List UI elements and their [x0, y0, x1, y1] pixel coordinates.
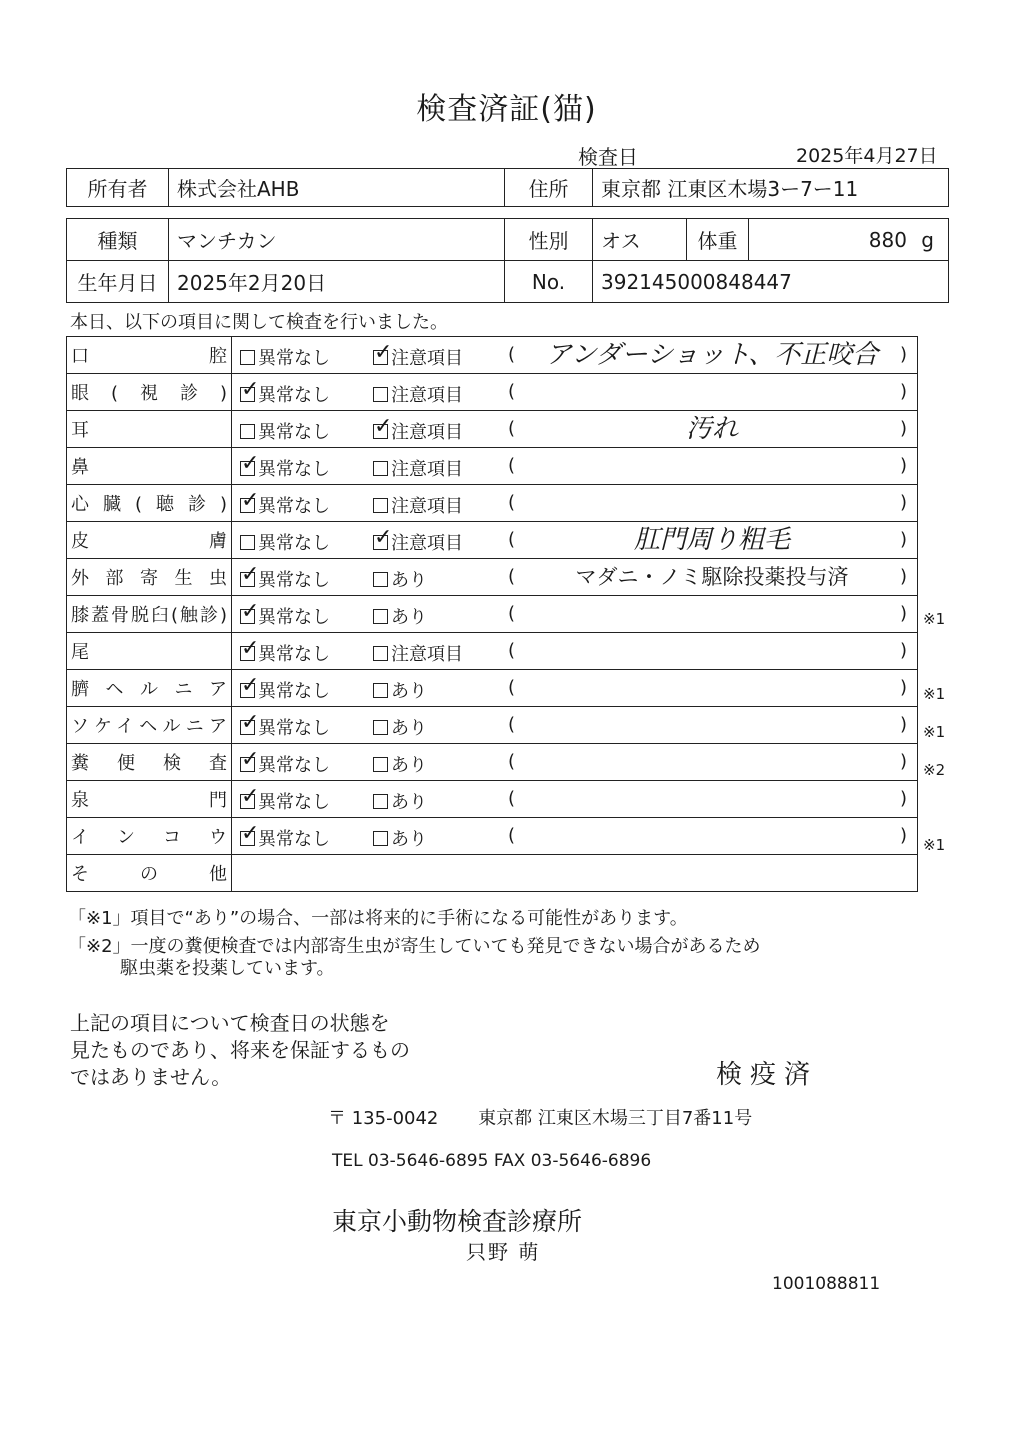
paren-close: ) [900, 714, 908, 735]
paren-close: ) [900, 640, 908, 661]
weight-unit: g [921, 227, 934, 252]
checkbox-icon[interactable] [373, 720, 388, 735]
option-label: 異常なし [258, 348, 330, 369]
postal-code: 〒 135-0042 [328, 1108, 439, 1129]
breed-value: マンチカン [169, 219, 505, 261]
veterinarian-name: 只野 萌 [466, 1240, 541, 1264]
exam-result-cell [232, 522, 918, 559]
option-other[interactable] [373, 529, 463, 555]
option-label: 異常なし [258, 422, 330, 443]
footnote-mark: ※1 [923, 723, 946, 741]
checkbox-icon[interactable] [240, 720, 255, 735]
option-normal[interactable] [240, 788, 330, 814]
option-normal[interactable] [240, 825, 330, 851]
option-label: 注意項目 [391, 422, 463, 443]
checkbox-icon[interactable] [240, 794, 255, 809]
paren-close: ) [900, 492, 908, 513]
no-label: No. [505, 261, 593, 303]
exam-result-cell [232, 596, 918, 633]
checkbox-icon[interactable] [240, 683, 255, 698]
exam-item-label: 耳 [67, 411, 232, 448]
birth-label: 生年月日 [67, 261, 169, 303]
exam-row [67, 374, 918, 411]
option-label: 異常なし [258, 644, 330, 665]
footnote-1: 「※1」項目で“あり”の場合、一部は将来的に手術になる可能性があります。 [68, 908, 688, 929]
page-title: 検査済証(猫) [416, 92, 597, 127]
paren-close: ) [900, 677, 908, 698]
address-label: 住所 [505, 169, 593, 207]
disclaimer-line: 上記の項目について検査日の状態を [70, 1011, 390, 1035]
exam-row [67, 559, 918, 596]
exam-item-label: 鼻 [67, 448, 232, 485]
paren-open: ( [508, 640, 516, 661]
option-label: 異常なし [258, 718, 330, 739]
footnote-mark: ※1 [923, 835, 946, 854]
footnote-2-line2: 駆虫薬を投薬しています。 [120, 958, 335, 979]
option-other[interactable] [373, 344, 463, 370]
exam-row [67, 707, 918, 744]
paren-close: ) [900, 529, 908, 550]
footnote-mark: ※1 [923, 685, 946, 704]
option-normal[interactable] [240, 677, 330, 703]
checkbox-icon[interactable] [373, 609, 388, 624]
weight-label: 体重 [687, 219, 749, 261]
paren-close: ) [900, 418, 908, 439]
checkbox-icon[interactable] [373, 535, 388, 550]
other-value [232, 855, 918, 892]
exam-result-cell [232, 633, 918, 670]
paren-open: ( [508, 603, 516, 624]
paren-close: ) [900, 825, 908, 846]
option-normal[interactable] [240, 751, 330, 777]
checkbox-icon[interactable] [373, 498, 388, 513]
exam-item-label: 糞便検査 [67, 744, 232, 781]
checkbox-icon[interactable] [240, 609, 255, 624]
paren-open: ( [508, 677, 516, 698]
option-normal[interactable] [240, 566, 330, 592]
option-other[interactable] [373, 492, 463, 518]
checkbox-icon[interactable] [373, 387, 388, 402]
paren-close: ) [900, 381, 908, 402]
exam-result-cell [232, 485, 918, 522]
clinic-name: 東京小動物検査診療所 [332, 1207, 583, 1236]
pet-table [66, 218, 949, 303]
option-other[interactable] [373, 381, 463, 407]
option-other[interactable] [373, 566, 427, 592]
weight-cell [749, 219, 949, 261]
paren-open: ( [508, 751, 516, 772]
exam-result-cell [232, 670, 918, 707]
exam-result-cell [232, 374, 918, 411]
exam-result-cell [232, 744, 918, 781]
option-label: 注意項目 [391, 459, 463, 480]
checkbox-icon[interactable] [240, 424, 255, 439]
exam-remark: アンダーショット、不正咬合 [545, 340, 879, 370]
weight-value: 880 [868, 227, 907, 252]
option-label: 異常なし [258, 533, 330, 554]
owner-table [66, 168, 949, 207]
option-label: 異常なし [258, 570, 330, 591]
exam-item-label: 膝蓋骨脱臼(触診) [67, 596, 232, 633]
other-label: その他 [67, 855, 232, 892]
option-other[interactable] [373, 751, 427, 777]
exam-result-cell [232, 559, 918, 596]
sex-value: オス [593, 219, 687, 261]
paren-close: ) [900, 455, 908, 476]
option-label: あり [391, 755, 427, 776]
exam-item-label: ソケイヘルニア [67, 707, 232, 744]
checkbox-icon[interactable] [240, 350, 255, 365]
paren-open: ( [508, 344, 516, 365]
option-normal[interactable] [240, 381, 330, 407]
option-label: 異常なし [258, 681, 330, 702]
exam-item-label: 心臓(聴診) [67, 485, 232, 522]
footnote-2-line1: 「※2」一度の糞便検査では内部寄生虫が寄生していても発見できない場合があるため [68, 936, 761, 957]
exam-result-cell [232, 781, 918, 818]
option-label: あり [391, 718, 427, 739]
exam-intro: 本日、以下の項目に関して検査を行いました。 [70, 312, 448, 333]
paren-close: ) [900, 788, 908, 809]
street-address: 東京都 江東区木場三丁目7番11号 [478, 1108, 753, 1129]
exam-item-label: 眼(視診) [67, 374, 232, 411]
option-label: 異常なし [258, 607, 330, 628]
disclaimer [70, 1010, 410, 1091]
exam-item-label: インコウ [67, 818, 232, 855]
exam-row [67, 633, 918, 670]
exam-item-label: 口腔 [67, 337, 232, 374]
checkbox-icon[interactable] [240, 831, 255, 846]
inspection-date: 2025年4月27日 [796, 145, 938, 167]
option-label: 注意項目 [391, 644, 463, 665]
checkbox-icon[interactable] [373, 646, 388, 661]
checkbox-icon[interactable] [240, 572, 255, 587]
clinic-address [328, 1104, 752, 1130]
footnote-mark: ※2 [923, 760, 946, 779]
quarantine-stamp: 検疫済 [716, 1060, 819, 1090]
checkbox-icon[interactable] [373, 350, 388, 365]
paren-open: ( [508, 566, 516, 587]
address-value: 東京都 江東区木場3ー7ー11 [593, 169, 949, 207]
option-normal[interactable] [240, 640, 330, 666]
option-label: あり [391, 681, 427, 702]
option-normal[interactable] [240, 418, 330, 444]
option-label: 異常なし [258, 829, 330, 850]
inspection-date-label: 検査日 [578, 145, 638, 169]
option-normal[interactable] [240, 455, 330, 481]
paren-open: ( [508, 788, 516, 809]
exam-row [67, 448, 918, 485]
exam-remark: 肛門周り粗毛 [633, 525, 790, 555]
option-normal[interactable] [240, 714, 330, 740]
exam-remark: 汚れ [685, 414, 738, 444]
checkbox-icon[interactable] [240, 387, 255, 402]
exam-result-cell [232, 818, 918, 855]
option-normal[interactable] [240, 492, 330, 518]
option-label: 注意項目 [391, 533, 463, 554]
option-normal[interactable] [240, 603, 330, 629]
checkbox-icon[interactable] [240, 757, 255, 772]
owner-value: 株式会社AHB [169, 169, 505, 207]
checkbox-icon[interactable] [373, 794, 388, 809]
document-number: 1001088811 [772, 1274, 881, 1294]
paren-open: ( [508, 381, 516, 402]
exam-row [67, 781, 918, 818]
checkbox-icon[interactable] [373, 461, 388, 476]
owner-label: 所有者 [67, 169, 169, 207]
exam-result-cell [232, 411, 918, 448]
paren-open: ( [508, 492, 516, 513]
option-normal[interactable] [240, 344, 330, 370]
exam-row [67, 596, 918, 633]
option-label: 異常なし [258, 792, 330, 813]
exam-result-cell [232, 707, 918, 744]
checkbox-icon[interactable] [240, 461, 255, 476]
exam-remark: マダニ・ノミ駆除投薬投与済 [575, 565, 849, 589]
exam-row [67, 670, 918, 707]
paren-open: ( [508, 825, 516, 846]
birth-value: 2025年2月20日 [169, 261, 505, 303]
option-label: 注意項目 [391, 496, 463, 517]
option-other[interactable] [373, 788, 427, 814]
option-label: 異常なし [258, 755, 330, 776]
exam-row [67, 411, 918, 448]
paren-close: ) [900, 566, 908, 587]
option-label: 異常なし [258, 459, 330, 480]
exam-row [67, 818, 918, 855]
option-label: 注意項目 [391, 348, 463, 369]
option-label: あり [391, 607, 427, 628]
exam-item-label: 外部寄生虫 [67, 559, 232, 596]
paren-open: ( [508, 529, 516, 550]
exam-item-label: 皮膚 [67, 522, 232, 559]
exam-table [66, 336, 918, 892]
disclaimer-line: 見たものであり、将来を保証するもの [70, 1038, 410, 1062]
option-other[interactable] [373, 455, 463, 481]
checkbox-icon[interactable] [240, 498, 255, 513]
footnote-mark: ※1 [923, 610, 946, 629]
checkbox-icon[interactable] [373, 424, 388, 439]
breed-label: 種類 [67, 219, 169, 261]
checkbox-icon[interactable] [373, 831, 388, 846]
checkbox-icon[interactable] [373, 757, 388, 772]
exam-row [67, 744, 918, 781]
option-other[interactable] [373, 418, 463, 444]
paren-close: ) [900, 751, 908, 772]
option-normal[interactable] [240, 529, 330, 555]
exam-row [67, 337, 918, 374]
paren-close: ) [900, 344, 908, 365]
checkbox-icon[interactable] [240, 646, 255, 661]
exam-item-label: 泉門 [67, 781, 232, 818]
paren-open: ( [508, 714, 516, 735]
sex-label: 性別 [505, 219, 593, 261]
option-label: あり [391, 792, 427, 813]
checkbox-icon[interactable] [240, 535, 255, 550]
option-other[interactable] [373, 825, 427, 851]
option-label: 異常なし [258, 496, 330, 517]
disclaimer-line: ではありません。 [70, 1065, 232, 1089]
option-other[interactable] [373, 640, 463, 666]
option-other[interactable] [373, 714, 427, 740]
option-label: あり [391, 570, 427, 591]
exam-result-cell [232, 337, 918, 374]
paren-open: ( [508, 418, 516, 439]
clinic-phone: TEL 03-5646-6895 FAX 03-5646-6896 [332, 1151, 652, 1171]
exam-row [67, 522, 918, 559]
option-other[interactable] [373, 603, 427, 629]
exam-item-label: 尾 [67, 633, 232, 670]
no-value: 392145000848447 [593, 261, 949, 303]
option-label: 注意項目 [391, 385, 463, 406]
paren-close: ) [900, 603, 908, 624]
option-other[interactable] [373, 677, 427, 703]
checkbox-icon[interactable] [373, 572, 388, 587]
option-label: あり [391, 829, 427, 850]
exam-result-cell [232, 448, 918, 485]
paren-open: ( [508, 455, 516, 476]
checkbox-icon[interactable] [373, 683, 388, 698]
option-label: 異常なし [258, 385, 330, 406]
exam-row [67, 485, 918, 522]
exam-item-label: 臍ヘルニア [67, 670, 232, 707]
